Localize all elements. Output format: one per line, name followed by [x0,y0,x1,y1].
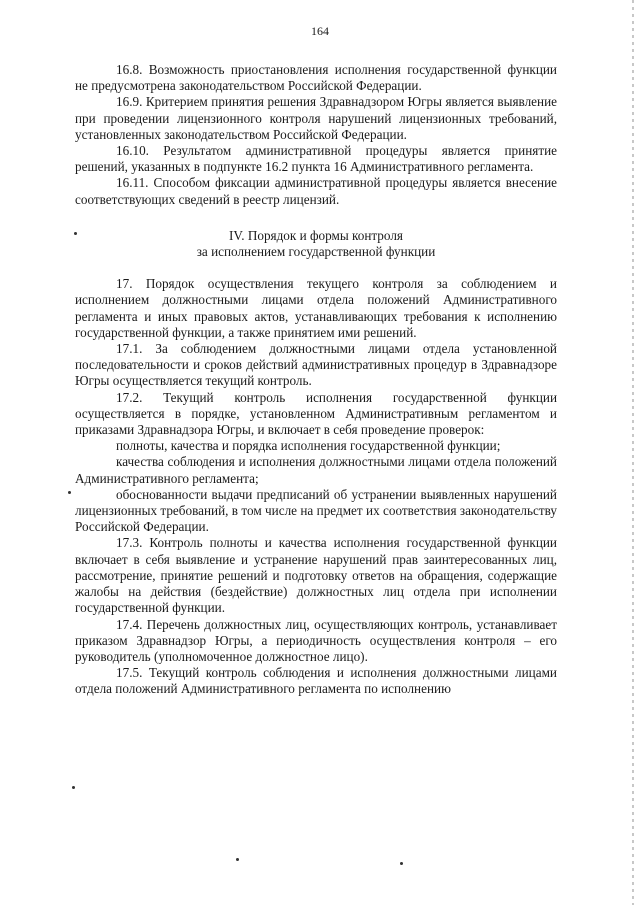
paragraph-17-1: 17.1. За соблюдением должностными лицами отдела установленной последовательности и сроков действий административных процедур в Здравнадзоре Югры осуществляется текущий контроль. [75,341,557,389]
document-body [75,62,557,698]
list-item-completeness: полноты, качества и порядка исполнения государственной функции; [116,438,501,454]
paragraph-17-5: 17.5. Текущий контроль соблюдения и исполнения должностными лицами отдела положений Административного регламента по исполнению [75,665,557,697]
page-number: 164 [311,24,329,38]
section-heading-line-2: за исполнением государственной функции [196,244,436,260]
paragraph-16-9: 16.9. Критерием принятия решения Здравнадзором Югры является выявление при проведении лицензионного контроля нарушений лицензионных требований, установленных законодательством Российской Федерации. [75,94,557,142]
spacer [75,208,557,228]
paragraph-16-8: 16.8. Возможность приостановления исполнения государственной функции не предусмотрена законодательством Российской Федерации. [75,62,557,94]
scan-edge-shadow [632,0,634,905]
scan-speck [72,786,75,789]
scan-speck [74,232,77,235]
paragraph-17-3: 17.3. Контроль полноты и качества исполнения государственной функции включает в себя выявление и устранение нарушений прав заинтересованных лиц, рассмотрение, принятие решений и подготовку ответов на обращения, содержащие жалобы на действия (бездействие) должностных лиц отдела при исполнении государственной функции. [75,535,557,616]
scan-speck [68,491,71,494]
paragraph-17: 17. Порядок осуществления текущего контроля за соблюдением и исполнением должностными лицами отдела положений Административного регламента и иных правовых актов, устанавливающих требования к исполнению государственной функции, а также принятием ими решений. [75,276,557,340]
paragraph-16-10: 16.10. Результатом административной процедуры является принятие решений, указанных в подпункте 16.2 пункта 16 Административного регламента. [75,143,557,175]
paragraph-17-4: 17.4. Перечень должностных лиц, осуществляющих контроль, устанавливает приказом Здравнадзор Югры, а периодичность осуществления контроля – его руководитель (уполномоченное должностное лицо). [75,616,557,664]
scan-speck [236,858,239,861]
list-item-validity: обоснованности выдачи предписаний об устранении выявленных нарушений лицензионных требований, в том числе на предмет их соответствия законодательству Российской Федерации. [75,486,557,535]
list-item-quality: качества соблюдения и исполнения должностными лицами отдела положений Административного регламента; [75,454,557,486]
scan-speck [400,862,403,865]
paragraph-16-11: 16.11. Способом фиксации административной процедуры является внесение соответствующих сведений в реестр лицензий. [75,175,557,207]
spacer [75,260,557,276]
section-heading-line-1: IV. Порядок и формы контроля [229,227,403,243]
paragraph-17-2: 17.2. Текущий контроль исполнения государственной функции осуществляется в порядке, установленном Административным регламентом и приказами Здравнадзора Югры, и включает в себя проведение проверок: [75,389,557,438]
